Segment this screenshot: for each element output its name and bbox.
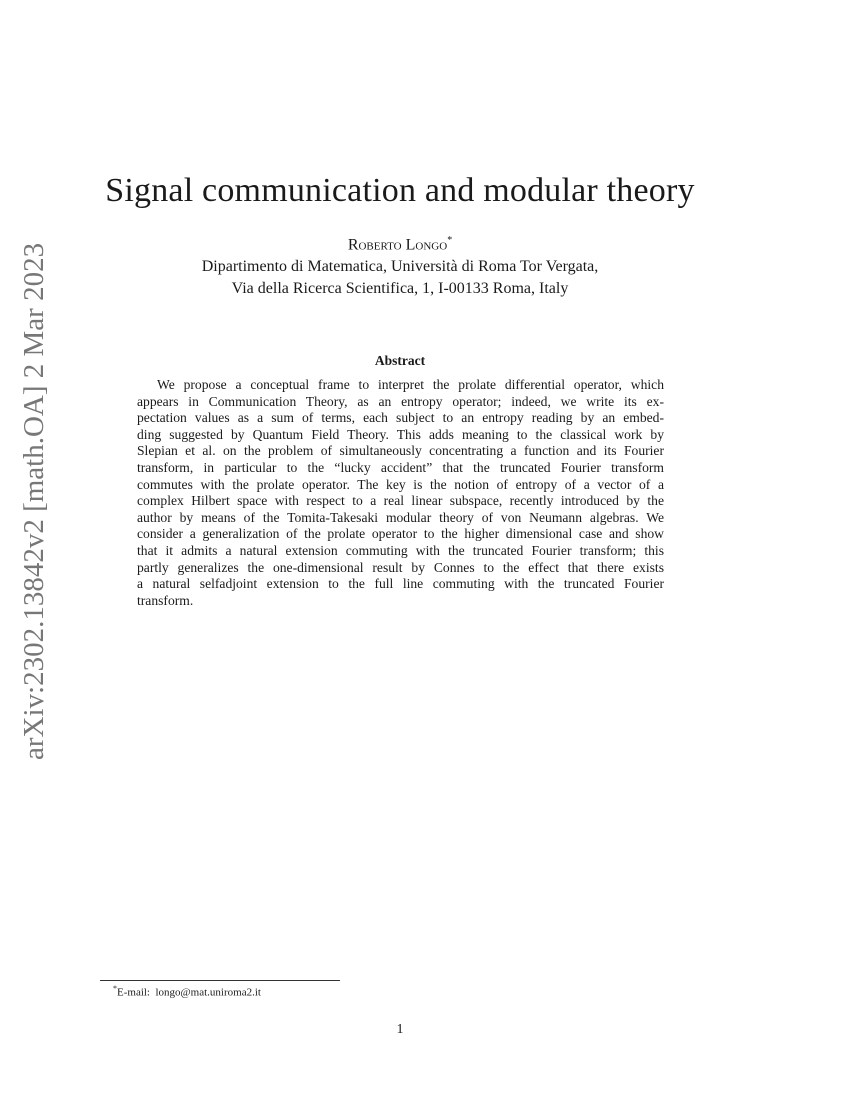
paper-title: Signal communication and modular theory bbox=[105, 172, 695, 209]
abstract-line: transform, in particular to the “lucky accident” that the truncated Fourier transform bbox=[137, 459, 664, 475]
abstract-line: that it admits a natural extension commuting with the truncated Fourier transform; this bbox=[137, 542, 664, 558]
affiliation-line: Dipartimento di Matematica, Università di Roma Tor Vergata, bbox=[201, 258, 599, 275]
abstract-line: a natural selfadjoint extension to the full line commuting with the truncated Fourier bbox=[137, 576, 664, 592]
abstract-line: pectation values as a sum of terms, each subject to an entropy reading by an embed- bbox=[137, 410, 664, 426]
page-number: 1 bbox=[396, 1022, 404, 1037]
footnote-mark: * bbox=[113, 984, 117, 993]
author bbox=[0, 235, 800, 254]
abstract-line: partly generalizes the one-dimensional result by Connes to the effect that there exists bbox=[137, 559, 664, 575]
abstract-line: We propose a conceptual frame to interpret the prolate differential operator, which bbox=[157, 377, 664, 392]
abstract-line: consider a generalization of the prolate operator to the higher dimensional case and show bbox=[137, 526, 664, 542]
footnote-rule bbox=[100, 980, 340, 981]
abstract-line: complex Hilbert space with respect to a real linear subspace, recently introduced by the bbox=[137, 493, 664, 509]
abstract-line: Slepian et al. on the problem of simultaneously concentrating a function and its Fourier bbox=[137, 443, 664, 459]
author-name: Roberto Longo bbox=[347, 236, 448, 254]
abstract-line: transform. bbox=[137, 592, 194, 608]
abstract-heading: Abstract bbox=[374, 353, 426, 368]
abstract-line: ding suggested by Quantum Field Theory. This adds meaning to the classical work by bbox=[137, 426, 664, 442]
abstract-line: appears in Communication Theory, as an entropy operator; indeed, we write its ex- bbox=[137, 393, 664, 409]
arxiv-sidebar-stamp: arXiv:2302.13842v2 [math.OA] 2 Mar 2023 bbox=[18, 242, 50, 760]
affiliation-line: Via della Ricerca Scientifica, 1, I-00133 Roma, Italy bbox=[231, 280, 569, 297]
abstract-line: author by means of the Tomita-Takesaki modular theory of von Neumann algebras. We bbox=[137, 509, 664, 525]
footnote bbox=[113, 984, 261, 999]
author-footnote-mark: * bbox=[447, 235, 453, 246]
footnote-text: E-mail: longo@mat.uniroma2.it bbox=[117, 986, 261, 999]
abstract-line: commutes with the prolate operator. The key is the notion of entropy of a vector of a bbox=[137, 476, 664, 492]
abstract-body bbox=[137, 377, 664, 609]
